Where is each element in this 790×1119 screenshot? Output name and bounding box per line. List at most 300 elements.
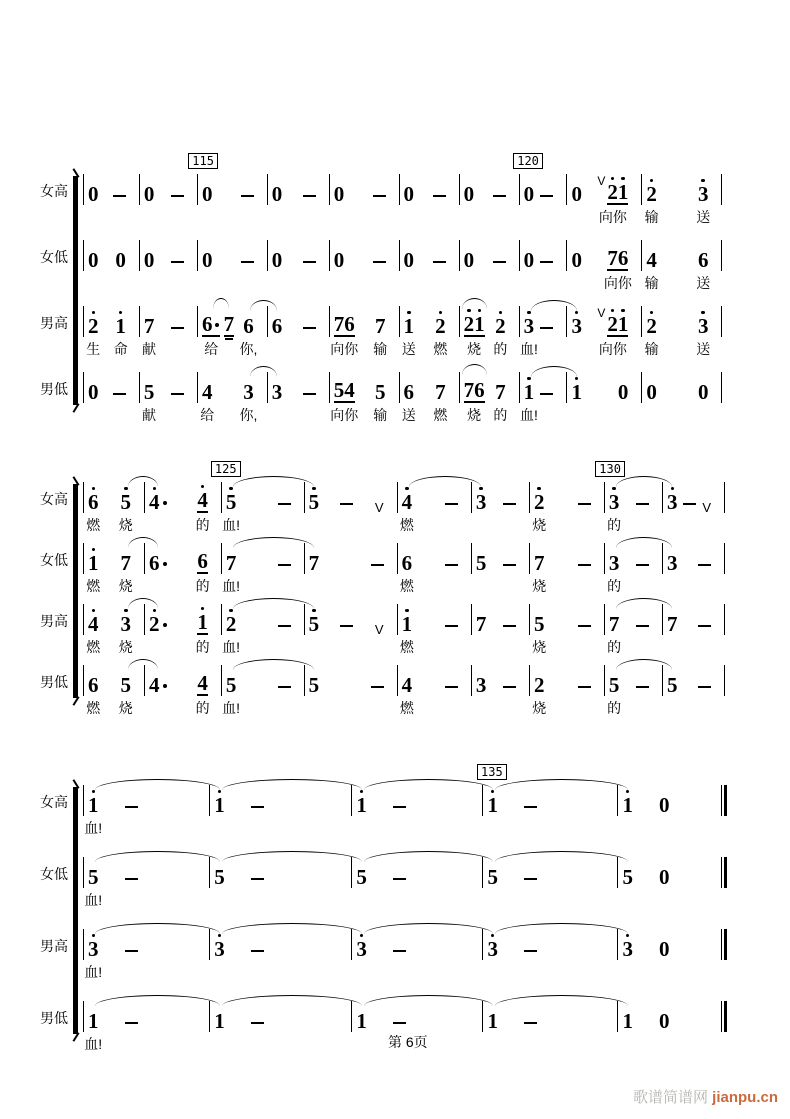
augmentation-dot	[163, 562, 167, 566]
note: 3 烧	[121, 604, 132, 635]
dash-note	[303, 372, 316, 403]
lyric: 血!	[222, 700, 241, 716]
rehearsal-mark: 115	[188, 153, 218, 169]
rest-note: 0	[403, 248, 415, 272]
staff-line	[83, 665, 729, 726]
note: 4 燃	[399, 673, 414, 716]
note: 4 燃	[88, 604, 99, 635]
rehearsal-mark: 120	[513, 153, 543, 169]
dash-note	[636, 482, 649, 513]
dash-note	[636, 604, 649, 635]
measure	[83, 665, 145, 716]
note: 6	[271, 314, 283, 338]
note: 4 给	[200, 380, 215, 423]
dash-note	[113, 372, 126, 403]
measure	[83, 482, 145, 533]
rest-note: 0	[201, 182, 213, 206]
measure	[398, 665, 472, 716]
measure	[398, 604, 472, 655]
dash-note	[578, 482, 591, 513]
rest-note: 0	[658, 937, 670, 961]
voice-row	[40, 665, 790, 726]
lyric: 的	[195, 517, 210, 533]
rest-note: 0	[697, 380, 709, 404]
dash-note	[445, 604, 458, 635]
score	[0, 150, 790, 1073]
note: 6 送	[401, 380, 416, 423]
note: 5 献	[142, 380, 157, 423]
voice-label: 女高	[40, 183, 68, 199]
system	[0, 761, 790, 1073]
dash-note	[540, 240, 553, 271]
note: 5	[475, 551, 487, 575]
system	[0, 458, 790, 726]
lyric: 燃	[86, 517, 101, 533]
note: 7 血!	[222, 551, 241, 594]
dash-note	[125, 857, 138, 888]
measure	[663, 604, 725, 635]
note: 3	[356, 929, 367, 960]
lyric: 燃	[433, 341, 448, 357]
note: 5	[309, 604, 320, 635]
measure	[145, 543, 222, 594]
dash-note	[503, 543, 516, 574]
dash-note	[171, 306, 184, 337]
measure	[210, 1001, 352, 1032]
rest-note: 0	[333, 182, 345, 206]
lyric: 血!	[519, 341, 538, 357]
measure	[198, 372, 268, 423]
note: 3	[571, 306, 582, 337]
lyric: 的	[493, 407, 508, 423]
measure	[83, 240, 140, 271]
lyric: 输	[373, 407, 388, 423]
voice-row	[40, 543, 790, 604]
measure	[663, 482, 725, 513]
note: 3 血!	[88, 929, 99, 960]
rest-note: 0	[658, 1009, 670, 1033]
rest-note: 0	[523, 182, 535, 206]
measure	[472, 482, 530, 513]
dash-note	[125, 785, 138, 816]
note: 4 输	[644, 248, 659, 291]
note: 7	[308, 551, 320, 575]
measure	[460, 240, 520, 271]
dash-note	[241, 240, 254, 271]
note: 6 燃	[86, 673, 101, 716]
note: 3	[667, 551, 678, 575]
dash-note	[371, 543, 384, 574]
voice-row	[40, 306, 790, 372]
measure	[472, 604, 530, 635]
note: 3	[487, 929, 498, 960]
note: 5 4 向你	[334, 372, 355, 403]
lyric: 燃	[399, 517, 414, 533]
lyric: 燃	[399, 639, 414, 655]
note: 2 烧	[532, 673, 547, 716]
voice-label: 男高	[40, 938, 68, 954]
dash-note	[683, 482, 696, 513]
note: 6 给	[202, 306, 221, 337]
measure	[618, 785, 722, 816]
measure	[642, 372, 722, 403]
measure	[663, 665, 725, 696]
rest-note: 0	[201, 248, 213, 272]
note: 7 6 烧	[464, 372, 485, 403]
measure	[567, 240, 642, 291]
measure	[140, 174, 198, 205]
note: 2 输	[646, 306, 657, 337]
note: 5 烧	[121, 482, 132, 513]
measure	[210, 929, 352, 960]
lyric: 烧	[532, 517, 547, 533]
measure	[460, 306, 520, 357]
augmentation-dot	[163, 501, 167, 505]
lyric: 你,	[239, 407, 258, 423]
dash-note	[171, 240, 184, 271]
measure	[145, 482, 222, 533]
dash-note	[524, 1001, 537, 1032]
lyric: 烧	[118, 578, 133, 594]
note: 6	[149, 543, 168, 574]
note: 5	[487, 865, 498, 889]
breath-mark: V	[374, 622, 384, 637]
measure	[400, 174, 460, 205]
measure	[642, 174, 722, 225]
breath-mark: V	[374, 500, 384, 515]
measure	[83, 1001, 210, 1052]
augmentation-dot	[163, 623, 167, 627]
note: 4 的	[197, 665, 208, 696]
lyric: 送	[696, 209, 711, 225]
note: 1 血!	[88, 785, 99, 816]
note: 3	[475, 673, 487, 697]
measure	[268, 306, 330, 337]
note: 5 血!	[84, 865, 103, 908]
dash-note	[251, 1001, 264, 1032]
lyric: 的	[607, 578, 622, 594]
lyric: 送	[401, 407, 416, 423]
dash-note	[251, 857, 264, 888]
voice-label: 男低	[40, 674, 68, 690]
dash-note	[524, 929, 537, 960]
measure	[530, 604, 605, 655]
dash-note	[636, 543, 649, 574]
staff-line	[83, 785, 729, 857]
measure	[642, 240, 722, 291]
note: 5	[622, 865, 633, 889]
lyric: 烧	[467, 341, 482, 357]
measure	[305, 543, 398, 574]
note: 4	[149, 665, 168, 696]
note: 7	[475, 612, 487, 636]
measure	[330, 174, 400, 205]
rest-note: 0	[658, 793, 670, 817]
lyric: 的	[493, 341, 508, 357]
dash-note	[524, 857, 537, 888]
note: 6 你,	[239, 314, 258, 357]
measure	[222, 665, 305, 716]
dash-note	[445, 482, 458, 513]
voice-row	[40, 174, 790, 240]
measure	[140, 372, 198, 423]
note: 5	[308, 673, 320, 697]
rest-note: 0	[143, 248, 155, 272]
measure	[352, 1001, 483, 1032]
rest-note: 0	[523, 248, 535, 272]
dash-note	[373, 240, 386, 271]
lyric: 输	[373, 341, 388, 357]
watermark-site-url: jianpu.cn	[712, 1089, 778, 1106]
lyric: 送	[696, 341, 711, 357]
measure	[210, 857, 352, 888]
dash-note	[340, 604, 353, 635]
note: 5	[309, 482, 320, 513]
note: 7 输	[373, 314, 388, 357]
note: 1 的	[197, 604, 208, 635]
measure	[198, 240, 268, 271]
lyric: 烧	[118, 517, 133, 533]
note: 1 命	[115, 306, 126, 337]
measure	[330, 240, 400, 271]
lyric: 向你	[598, 209, 627, 225]
measure	[663, 543, 725, 574]
lyric: 燃	[399, 578, 414, 594]
measure	[330, 372, 400, 423]
lyric: 烧	[118, 639, 133, 655]
note: 5 血!	[222, 673, 241, 716]
note: 1 血!	[524, 372, 535, 403]
lyric: 血!	[84, 964, 103, 980]
dash-note	[445, 665, 458, 696]
dash-note	[340, 482, 353, 513]
measure	[268, 174, 330, 205]
final-barline	[724, 929, 727, 960]
note: 4 燃	[402, 482, 413, 513]
measure	[305, 604, 398, 635]
measure	[305, 482, 398, 513]
measure	[330, 306, 400, 357]
staff-line	[83, 857, 729, 929]
dash-note	[503, 665, 516, 696]
note: 1	[356, 785, 367, 816]
measure	[530, 665, 605, 716]
rest-note: 0	[617, 380, 629, 404]
lyric: 烧	[118, 700, 133, 716]
rest-note: 0	[571, 248, 582, 272]
measure	[472, 665, 530, 696]
lyric: 血!	[84, 1036, 103, 1052]
measure	[83, 929, 210, 980]
page-number: 第 6页	[388, 1034, 428, 1050]
dash-note	[445, 543, 458, 574]
dash-note	[503, 604, 516, 635]
note: 3	[667, 482, 678, 513]
measure	[140, 306, 198, 357]
lyric: 给	[200, 407, 215, 423]
staff-line	[83, 372, 729, 438]
measure	[398, 543, 472, 594]
dash-note	[125, 929, 138, 960]
dash-note	[393, 857, 406, 888]
lyric: 燃	[86, 700, 101, 716]
lyric: 命	[113, 341, 128, 357]
measure	[520, 240, 568, 271]
watermark	[633, 1086, 778, 1107]
note: 6 送	[696, 248, 711, 291]
note: 5 的	[607, 673, 622, 716]
rest-note: 0	[271, 248, 283, 272]
voice-row	[40, 857, 790, 929]
dash-note	[578, 604, 591, 635]
measure	[145, 665, 222, 716]
lyric: 生	[86, 341, 101, 357]
note: 1 送	[404, 306, 415, 337]
dash-note	[171, 372, 184, 403]
voice-row	[40, 240, 790, 306]
dash-note	[373, 174, 386, 205]
note: 6 燃	[399, 551, 414, 594]
measure	[605, 604, 663, 655]
lyric: 的	[607, 700, 622, 716]
note: 7 烧	[118, 551, 133, 594]
measure	[519, 306, 568, 357]
lyric: 的	[607, 517, 622, 533]
lyric: 输	[644, 341, 659, 357]
rehearsal-mark: 135	[477, 764, 507, 780]
note: 1	[487, 785, 498, 816]
measure	[140, 240, 198, 271]
lyric: 送	[401, 341, 416, 357]
staff-line	[83, 604, 729, 665]
voice-row	[40, 482, 790, 543]
dash-note	[433, 174, 446, 205]
rest-note: 0	[463, 248, 475, 272]
note: 7 6 向你	[334, 306, 355, 337]
lyric: 献	[142, 407, 157, 423]
rest-note: 0	[646, 380, 657, 404]
measure	[400, 240, 460, 271]
lyric: 烧	[532, 578, 547, 594]
note: 7 烧	[532, 551, 547, 594]
staff-line	[83, 929, 729, 1001]
measure	[398, 482, 472, 533]
rest-note: 0	[88, 248, 99, 272]
note: 1 燃	[402, 604, 413, 635]
lyric: 献	[142, 341, 157, 357]
measure	[198, 306, 268, 357]
note: 3	[271, 380, 283, 404]
note: 3	[476, 482, 487, 513]
note: 1	[571, 372, 582, 403]
lyric: 的	[195, 639, 210, 655]
note: 1	[214, 1009, 225, 1033]
rest-note: 0	[463, 182, 475, 206]
measure	[618, 857, 722, 888]
measure	[268, 372, 330, 403]
breath-mark: V	[597, 174, 606, 188]
note: 3 送	[698, 306, 709, 337]
measure	[530, 482, 605, 533]
note: 6 燃	[88, 482, 99, 513]
dash-note	[278, 604, 291, 635]
note: 2	[149, 604, 168, 635]
note: 3 血!	[524, 306, 535, 337]
measure	[567, 306, 642, 357]
measure	[642, 306, 722, 357]
note: 1	[487, 1009, 498, 1033]
rest-note: 0	[403, 182, 415, 206]
measure	[520, 174, 568, 205]
lyric: 血!	[519, 407, 538, 423]
measure	[483, 1001, 618, 1032]
augmentation-dot	[163, 684, 167, 688]
note: 1 血!	[84, 1009, 103, 1052]
final-barline	[724, 1001, 727, 1032]
note: 6 的	[197, 543, 208, 574]
dash-note	[393, 1001, 406, 1032]
lyric: 向你	[603, 275, 632, 291]
staff-line	[83, 306, 729, 372]
rest-note: 0	[333, 248, 345, 272]
dash-note	[503, 482, 516, 513]
note: 2 燃	[435, 306, 446, 337]
lyric: 血!	[222, 578, 241, 594]
note: 7	[667, 612, 678, 636]
lyric: 血!	[84, 892, 103, 908]
dash-note	[125, 1001, 138, 1032]
measure	[460, 174, 520, 205]
note: 2 的	[495, 306, 506, 337]
dash-note	[540, 306, 553, 337]
measure	[460, 372, 520, 423]
dash-note	[303, 306, 316, 337]
lyric: 燃	[433, 407, 448, 423]
note: 1 燃	[88, 543, 99, 574]
rest-note: 0	[88, 380, 99, 404]
dash-note	[251, 785, 264, 816]
rehearsal-marks-row	[83, 150, 729, 174]
dash-note	[303, 174, 316, 205]
note: 5	[356, 865, 367, 889]
measure	[400, 306, 460, 357]
dash-note	[540, 174, 553, 205]
voice-label: 女高	[40, 491, 68, 507]
voice-label: 男低	[40, 1010, 68, 1026]
note: 4	[149, 482, 168, 513]
measure	[352, 785, 483, 816]
dash-note	[578, 543, 591, 574]
augmentation-dot	[215, 323, 219, 327]
dash-note	[303, 240, 316, 271]
measure	[83, 306, 140, 357]
note: 3	[214, 929, 225, 960]
measure	[145, 604, 222, 655]
measure	[530, 543, 605, 594]
lyric: 送	[696, 275, 711, 291]
measure	[352, 929, 483, 960]
note: V 2 1 向你	[597, 306, 629, 357]
note: 3 的	[607, 551, 622, 594]
note: 1	[622, 785, 633, 816]
dash-note	[433, 240, 446, 271]
lyric: 的	[607, 639, 622, 655]
dash-note	[278, 665, 291, 696]
dash-note	[171, 174, 184, 205]
voice-row	[40, 604, 790, 665]
dash-note	[371, 665, 384, 696]
dash-note	[698, 543, 711, 574]
